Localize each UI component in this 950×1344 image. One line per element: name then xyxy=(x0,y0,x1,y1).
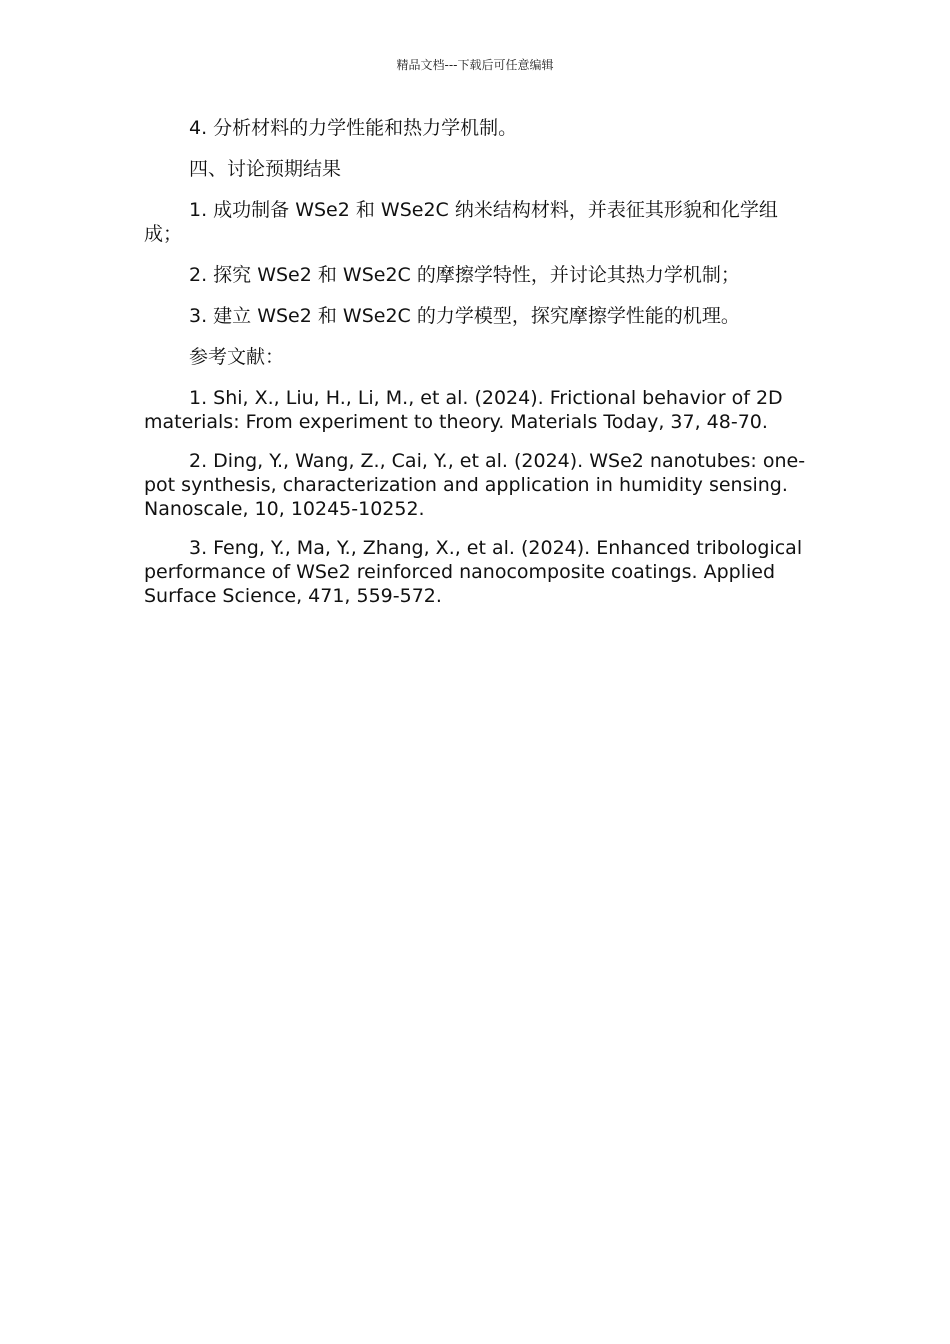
reference-item-1: 1. Shi, X., Liu, H., Li, M., et al. (2024). Frictional behavior of 2D materials: From experiment to theory. Materials Today, 37, 48-70. xyxy=(144,387,783,433)
method-item-4: 4. 分析材料的力学性能和热力学机制。 xyxy=(189,117,518,139)
page-header: 精品文档---下载后可任意编辑 xyxy=(396,58,554,72)
reference-item-2: 2. Ding, Y., Wang, Z., Cai, Y., et al. (2024). WSe2 nanotubes: one-pot synthesis, characterization and application in humidity sensing. Nanoscale, 10, 10245-10252. xyxy=(144,450,806,520)
expected-result-1: 1. 成功制备 WSe2 和 WSe2C 纳米结构材料，并表征其形貌和化学组成； xyxy=(144,199,778,245)
section-heading-expected-results: 四、讨论预期结果 xyxy=(189,158,342,180)
references-heading: 参考文献： xyxy=(189,346,285,368)
reference-item-3: 3. Feng, Y., Ma, Y., Zhang, X., et al. (2024). Enhanced tribological performance of WSe2 reinforced nanocomposite coatings. Applied Surface Science, 471, 559-572. xyxy=(144,537,803,607)
expected-result-3: 3. 建立 WSe2 和 WSe2C 的力学模型，探究摩擦学性能的机理。 xyxy=(189,305,740,327)
expected-result-2: 2. 探究 WSe2 和 WSe2C 的摩擦学特性，并讨论其热力学机制； xyxy=(189,264,740,286)
document-body xyxy=(144,116,809,623)
